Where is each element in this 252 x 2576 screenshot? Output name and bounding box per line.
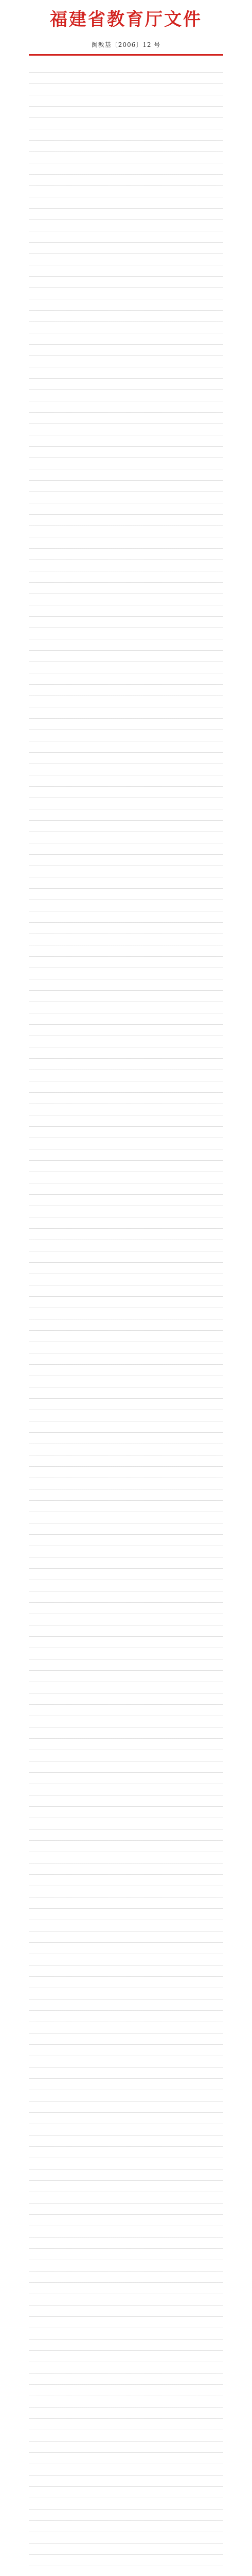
document-title: 福建省教育厅文件 [50, 9, 202, 30]
document-body-placeholder [29, 72, 223, 2576]
document-number: 闽教基〔2006〕12 号 [91, 41, 161, 48]
document-header [29, 0, 223, 56]
header-divider [29, 54, 223, 56]
